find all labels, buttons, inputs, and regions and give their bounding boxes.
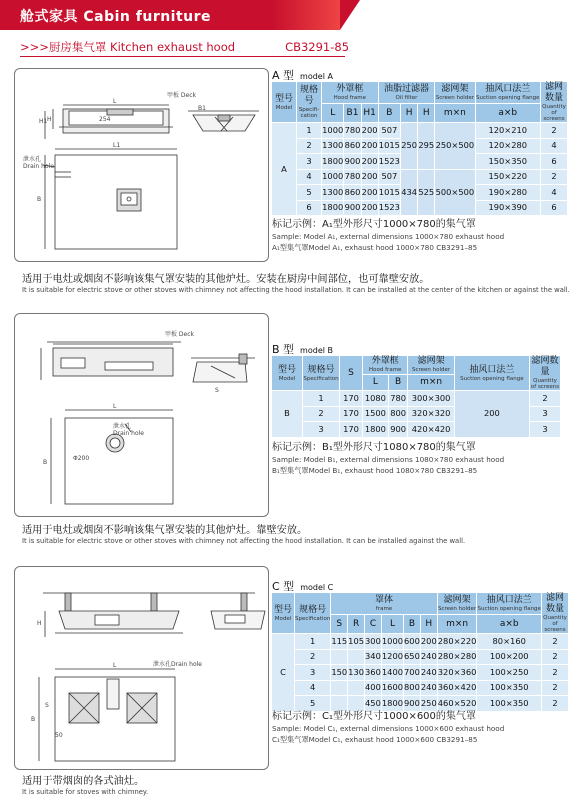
- table-cell: 200: [361, 138, 378, 154]
- col-model-cn: 型号: [273, 604, 292, 615]
- model-c-note: [22, 772, 148, 796]
- model-a-sample: [272, 219, 504, 254]
- model-c-note-en: It is suitable for stoves with chimney.: [22, 788, 149, 796]
- table-cell: 1200: [381, 649, 403, 665]
- table-row: [272, 649, 569, 665]
- table-cell: 450: [365, 696, 382, 712]
- table-cell: B: [272, 391, 303, 438]
- table-row: [272, 123, 568, 139]
- col-H: H: [401, 104, 418, 123]
- table-row: [272, 634, 569, 650]
- table-cell: 200: [361, 185, 378, 201]
- deck-label-b: 甲板 Deck: [165, 331, 194, 338]
- table-cell: [331, 649, 348, 665]
- table-cell: 150: [331, 665, 348, 681]
- col-qty-cn: 滤网数量: [544, 82, 563, 103]
- col-spec-cn: 规格号: [299, 604, 327, 615]
- col-C: C: [365, 615, 382, 634]
- table-cell: [348, 696, 365, 712]
- col-qty-en: Quantity of screens: [530, 378, 560, 390]
- table-cell: 1: [303, 391, 340, 407]
- model-b-drawing: [14, 313, 269, 517]
- table-cell: [331, 696, 348, 712]
- table-cell: 190×280: [475, 185, 541, 201]
- model-a-sample-cn: 标记示例：A₁型外形尺寸1000×780的集气罩: [272, 219, 476, 230]
- col-spec-en: Specification: [295, 615, 331, 622]
- table-cell: 780: [388, 391, 408, 407]
- table-cell: 1600: [381, 680, 403, 696]
- col-screen-cn: 滤网架: [417, 356, 445, 367]
- model-b-note-cn: 适用于电灶或烟囱不影响该集气罩安装的其他炉灶。靠壁安放。: [22, 525, 308, 536]
- col-B: B: [378, 104, 400, 123]
- model-b-note-en: It is suitable for electric stove or other stoves with chimney not affecting the hood installation. It can be installed against the wall.: [22, 537, 466, 545]
- table-cell: 2: [541, 169, 568, 185]
- table-cell: 250: [401, 123, 418, 170]
- col-qty-cn: 滤网数量: [531, 356, 559, 377]
- model-c-sample: [272, 711, 504, 746]
- table-cell: 1300: [322, 138, 344, 154]
- table-cell: 6: [541, 154, 568, 170]
- col-suction-en: Suction opening flange: [476, 95, 540, 101]
- dim-50: 50: [55, 732, 63, 739]
- table-cell: 460×520: [437, 696, 477, 712]
- dim-254: 254: [99, 116, 111, 123]
- model-b-heading-en: model B: [300, 346, 333, 355]
- table-cell: 4: [295, 680, 331, 696]
- standard-code: CB3291-85: [285, 40, 350, 54]
- table-cell: 6: [541, 200, 568, 216]
- table-cell: 2: [530, 391, 561, 407]
- table-cell: 1523: [378, 154, 400, 170]
- col-R: R: [348, 615, 365, 634]
- model-b-sample-en1: Sample: Model B₁, external dimensions 1080×780 exhaust hood: [272, 454, 505, 464]
- col-frame-en: frame: [375, 606, 393, 612]
- table-cell: 80×160: [477, 634, 542, 650]
- table-cell: 860: [344, 185, 361, 201]
- model-c-table: [271, 592, 569, 712]
- table-cell: 3: [530, 422, 561, 438]
- table-cell: 280×220: [437, 634, 477, 650]
- table-cell: 800: [404, 680, 421, 696]
- table-cell: 200: [361, 200, 378, 216]
- table-cell: 650: [404, 649, 421, 665]
- table-row: [272, 665, 569, 681]
- table-cell: 300×300: [408, 391, 454, 407]
- col-mxn: m×n: [437, 615, 477, 634]
- table-cell: 170: [340, 391, 363, 407]
- col-frame-cn: 外罩框: [336, 84, 364, 94]
- model-a-note-en: It is suitable for electric stove or other stoves with chimney not affecting the hood installation. It can be installed at the center of the kitchen or against the wall.: [22, 286, 570, 294]
- table-cell: 295: [418, 123, 435, 170]
- model-a-table: [271, 81, 568, 216]
- table-cell: 360: [365, 665, 382, 681]
- table-cell: 1015: [378, 185, 400, 201]
- model-b-sample-en2: B₁型集气罩Model B₁, exhaust hood 1080×780 CB3291–85: [272, 466, 478, 475]
- table-cell: 2: [542, 649, 569, 665]
- col-mxn: m×n: [435, 104, 475, 123]
- table-cell: 240: [420, 665, 437, 681]
- table-cell: 150×220: [475, 169, 541, 185]
- table-cell: 360×420: [437, 680, 477, 696]
- table-cell: 170: [340, 406, 363, 422]
- col-frame-en: Hood frame: [369, 367, 402, 374]
- dim-L-b: L: [113, 403, 117, 410]
- table-cell: 525: [418, 169, 435, 216]
- col-B: B: [388, 374, 408, 390]
- table-cell: 1800: [381, 696, 403, 712]
- table-cell: 200: [420, 634, 437, 650]
- col-frame-cn: 罩体: [375, 595, 394, 605]
- col-suction-cn: 抽风口法兰: [469, 364, 515, 375]
- table-cell: 4: [541, 185, 568, 201]
- table-cell: 1: [297, 123, 322, 139]
- col-screen-en: Screen holder: [435, 95, 474, 101]
- table-cell: 500×500: [435, 169, 475, 216]
- col-spec-en: Specifi-cation: [298, 107, 320, 119]
- col-screen-en: Screen holder: [412, 367, 451, 374]
- table-cell: 900: [344, 154, 361, 170]
- table-cell: 2: [542, 634, 569, 650]
- table-cell: 320×320: [408, 406, 454, 422]
- table-cell: 800: [388, 406, 408, 422]
- table-cell: [348, 649, 365, 665]
- table-cell: 5: [295, 696, 331, 712]
- table-cell: 1300: [322, 185, 344, 201]
- table-cell: 2: [541, 123, 568, 139]
- dim-L-c: L: [113, 662, 117, 669]
- table-cell: 120×210: [475, 123, 541, 139]
- table-cell: 200: [361, 154, 378, 170]
- col-model-en: Model: [278, 375, 296, 382]
- table-cell: 780: [344, 169, 361, 185]
- table-cell: 400: [365, 680, 382, 696]
- table-cell: C: [272, 634, 295, 712]
- table-cell: 1800: [363, 422, 389, 438]
- model-c-heading-cn: C 型: [272, 580, 295, 593]
- drain-label-cn-b: 泄水孔: [113, 423, 132, 430]
- col-L: L: [381, 615, 403, 634]
- dim-S-c: S: [45, 702, 49, 709]
- table-cell: 100×200: [477, 649, 542, 665]
- col-spec-cn: 规格号: [299, 85, 318, 106]
- dim-B-c: B: [31, 716, 36, 723]
- drain-label-c: 泄水孔Drain hole: [153, 661, 202, 668]
- table-cell: 1500: [363, 406, 389, 422]
- table-cell: 300: [365, 634, 382, 650]
- model-a-sample-en1: Sample: Model A₁, external dimensions 1000×780 exhaust hood: [272, 231, 505, 241]
- drain-label-cn-a: 泄水孔: [23, 156, 42, 163]
- table-cell: 320×360: [437, 665, 477, 681]
- table-cell: 1015: [378, 138, 400, 154]
- col-mxn: m×n: [408, 374, 454, 390]
- drain-label-en-a: Drain hole: [23, 163, 54, 170]
- dim-B-b: B: [43, 459, 48, 466]
- table-cell: 507: [378, 123, 400, 139]
- table-cell: 900: [404, 696, 421, 712]
- table-cell: 2: [542, 680, 569, 696]
- dim-phi200: Φ200: [73, 455, 90, 462]
- col-oil-en: Oil filter: [395, 95, 418, 101]
- page-title: 舱式家具 Cabin furniture: [20, 9, 212, 25]
- table-row: [272, 169, 568, 185]
- section-title-text: >>>厨房集气罩 Kitchen exhaust hood: [20, 40, 236, 54]
- table-cell: 250×500: [435, 123, 475, 170]
- model-a-sample-en2: A₁型集气罩Model A₁, exhaust hood 1000×780 CB3291–85: [272, 243, 478, 252]
- col-axb: a×b: [477, 615, 542, 634]
- table-cell: 3: [530, 406, 561, 422]
- model-c-heading-en: model C: [300, 583, 334, 592]
- dim-L-top: L: [113, 98, 117, 105]
- col-H: H: [420, 615, 437, 634]
- table-cell: 1523: [378, 200, 400, 216]
- table-cell: 1400: [381, 665, 403, 681]
- dim-H-c: H: [37, 620, 42, 627]
- table-cell: 3: [303, 422, 340, 438]
- deck-label-a: 甲板 Deck: [167, 92, 196, 99]
- table-cell: 130: [348, 665, 365, 681]
- drain-label-en-b: Drain hole: [113, 430, 144, 437]
- model-c-sample-cn: 标记示例：C₁型外形尺寸1000×600的集气罩: [272, 711, 476, 722]
- model-a-drawing: [14, 68, 269, 262]
- model-a-note-cn: 适用于电灶或烟囱不影响该集气罩安装的其他炉灶。安装在厨房中间部位，也可靠壁安放。: [22, 274, 430, 285]
- table-cell: 170: [340, 422, 363, 438]
- col-oil-cn: 油脂过滤器: [383, 84, 429, 94]
- table-cell: 5: [297, 185, 322, 201]
- dim-S-b: S: [215, 387, 219, 394]
- table-cell: 105: [348, 634, 365, 650]
- dim-H1: H1: [39, 118, 48, 125]
- model-c-note-cn: 适用于带烟囱的各式油灶。: [22, 776, 145, 787]
- dim-B1-side: B1: [198, 105, 206, 112]
- table-cell: 240: [420, 649, 437, 665]
- col-L: L: [363, 374, 389, 390]
- col-model-en: Model: [275, 104, 293, 111]
- col-B: B: [404, 615, 421, 634]
- table-cell: 2: [297, 138, 322, 154]
- table-cell: 420×420: [408, 422, 454, 438]
- table-cell: 120×280: [475, 138, 541, 154]
- table-cell: 240: [420, 680, 437, 696]
- table-cell: 3: [297, 154, 322, 170]
- model-c-sample-en1: Sample: Model C₁, external dimensions 1000×600 exhaust hood: [272, 723, 505, 733]
- col-B1: B1: [344, 104, 361, 123]
- col-screen-cn: 滤网架: [443, 595, 471, 605]
- table-cell: 3: [295, 665, 331, 681]
- table-cell: 200: [454, 391, 529, 438]
- table-cell: 2: [303, 406, 340, 422]
- model-a-heading-cn: A 型: [272, 69, 295, 82]
- table-cell: 100×350: [477, 680, 542, 696]
- table-cell: [348, 680, 365, 696]
- model-c-sample-en2: C₁型集气罩Model C₁, exhaust hood 1000×600 CB3291–85: [272, 735, 478, 744]
- model-b-table: [271, 355, 561, 438]
- section-title: [20, 39, 349, 55]
- table-cell: 2: [542, 696, 569, 712]
- table-cell: 200: [361, 169, 378, 185]
- col-S: S: [340, 356, 363, 391]
- col-spec-en: Specification: [303, 375, 339, 382]
- table-cell: 280×280: [437, 649, 477, 665]
- table-cell: 1800: [322, 200, 344, 216]
- table-cell: 700: [404, 665, 421, 681]
- table-cell: 115: [331, 634, 348, 650]
- col-spec-cn: 规格号: [307, 364, 335, 375]
- model-a-note: [22, 270, 570, 294]
- table-cell: 860: [344, 138, 361, 154]
- model-b-sample-cn: 标记示例：B₁型外形尺寸1080×780的集气罩: [272, 442, 476, 453]
- table-cell: 150×350: [475, 154, 541, 170]
- table-cell: 200: [361, 123, 378, 139]
- table-cell: 1800: [322, 154, 344, 170]
- table-cell: 900: [388, 422, 408, 438]
- table-cell: 190×390: [475, 200, 541, 216]
- dim-L1: L1: [113, 142, 121, 149]
- col-frame-cn: 外罩框: [371, 356, 399, 367]
- model-b-note: [22, 521, 465, 545]
- col-frame-en: Hood frame: [333, 95, 367, 101]
- table-cell: 600: [404, 634, 421, 650]
- table-cell: 100×350: [477, 696, 542, 712]
- table-cell: A: [272, 123, 297, 216]
- col-model-cn: 型号: [277, 364, 296, 375]
- model-b-sample: [272, 442, 504, 477]
- table-cell: 1000: [322, 169, 344, 185]
- col-suction-cn: 抽风口法兰: [485, 84, 531, 94]
- col-model-cn: 型号: [274, 93, 293, 104]
- table-cell: 1080: [363, 391, 389, 407]
- table-cell: 1000: [322, 123, 344, 139]
- col-qty-en: Quantity of screens: [543, 615, 567, 633]
- table-cell: 100×250: [477, 665, 542, 681]
- table-cell: 4: [297, 169, 322, 185]
- col-B-oil: H: [418, 104, 435, 123]
- table-row: [272, 696, 569, 712]
- table-cell: 1000: [381, 634, 403, 650]
- table-cell: [331, 680, 348, 696]
- col-screen-en: Screen holder: [437, 606, 477, 612]
- table-cell: 2: [295, 649, 331, 665]
- table-cell: 1: [295, 634, 331, 650]
- col-model-en: Model: [274, 615, 292, 622]
- dim-H: H: [47, 116, 52, 123]
- table-cell: 4: [541, 138, 568, 154]
- table-cell: 434: [401, 169, 418, 216]
- table-row: [272, 680, 569, 696]
- col-qty-en: Quantity of screens: [542, 104, 566, 122]
- table-cell: 6: [297, 200, 322, 216]
- model-c-drawing: [14, 566, 269, 770]
- col-suction-en: Suction opening flange: [477, 606, 541, 612]
- table-row: [272, 391, 561, 407]
- table-cell: 780: [344, 123, 361, 139]
- dim-B: B: [37, 196, 42, 203]
- table-cell: 900: [344, 200, 361, 216]
- col-suction-en: Suction opening flange: [460, 375, 524, 382]
- col-axb: a×b: [475, 104, 541, 123]
- table-cell: 507: [378, 169, 400, 185]
- col-S: S: [331, 615, 348, 634]
- col-screen-cn: 滤网架: [441, 84, 469, 94]
- col-H1: H1: [361, 104, 378, 123]
- section-underline: [20, 56, 345, 57]
- model-a-heading-en: model A: [300, 72, 333, 81]
- col-L: L: [322, 104, 344, 123]
- table-cell: 340: [365, 649, 382, 665]
- table-cell: 2: [542, 665, 569, 681]
- table-cell: 250: [420, 696, 437, 712]
- model-b-heading-cn: B 型: [272, 343, 295, 356]
- col-suction-cn: 抽风口法兰: [486, 595, 532, 605]
- col-qty-cn: 滤网数量: [545, 593, 564, 614]
